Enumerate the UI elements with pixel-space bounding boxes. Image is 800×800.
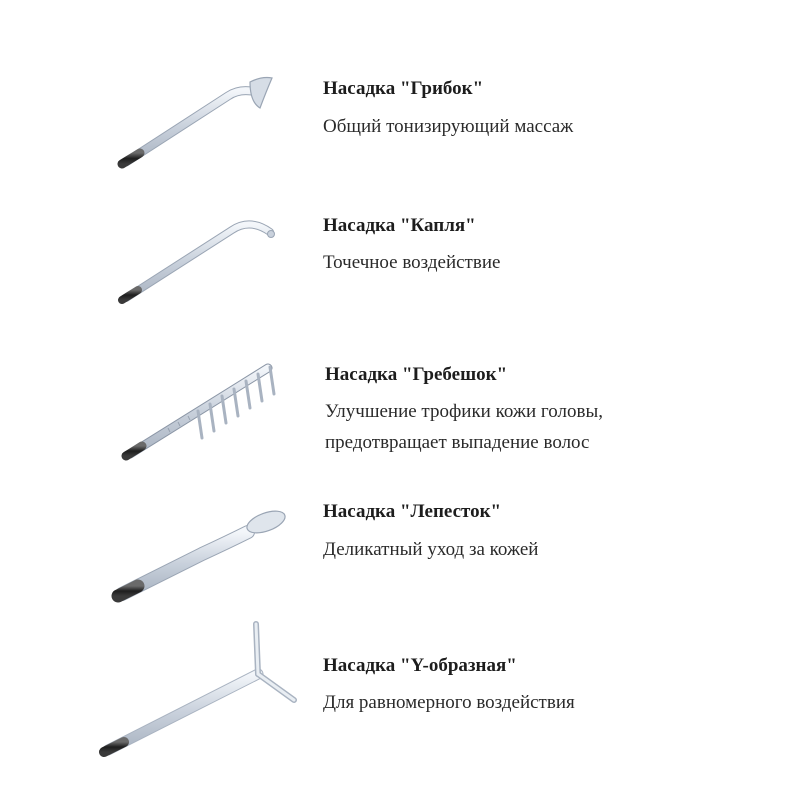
attachment-title: Насадка "Y-образная" [323, 655, 517, 676]
attachment-title: Насадка "Капля" [323, 215, 476, 236]
attachment-description: Для равномерного воздействия [323, 692, 575, 713]
attachment-title: Насадка "Лепесток" [323, 501, 502, 522]
attachment-description: Деликатный уход за кожей [323, 539, 539, 560]
y-shaped-electrode-icon [98, 614, 318, 764]
attachment-description: Точечное воздействие [323, 252, 501, 273]
attachment-title: Насадка "Гребешок" [325, 364, 508, 385]
attachment-description: Улучшение трофики кожи головы, предотвращает выпадение волос [325, 401, 603, 453]
attachment-title: Насадка "Грибок" [323, 78, 484, 99]
attachment-description: Общий тонизирующий массаж [323, 116, 574, 137]
